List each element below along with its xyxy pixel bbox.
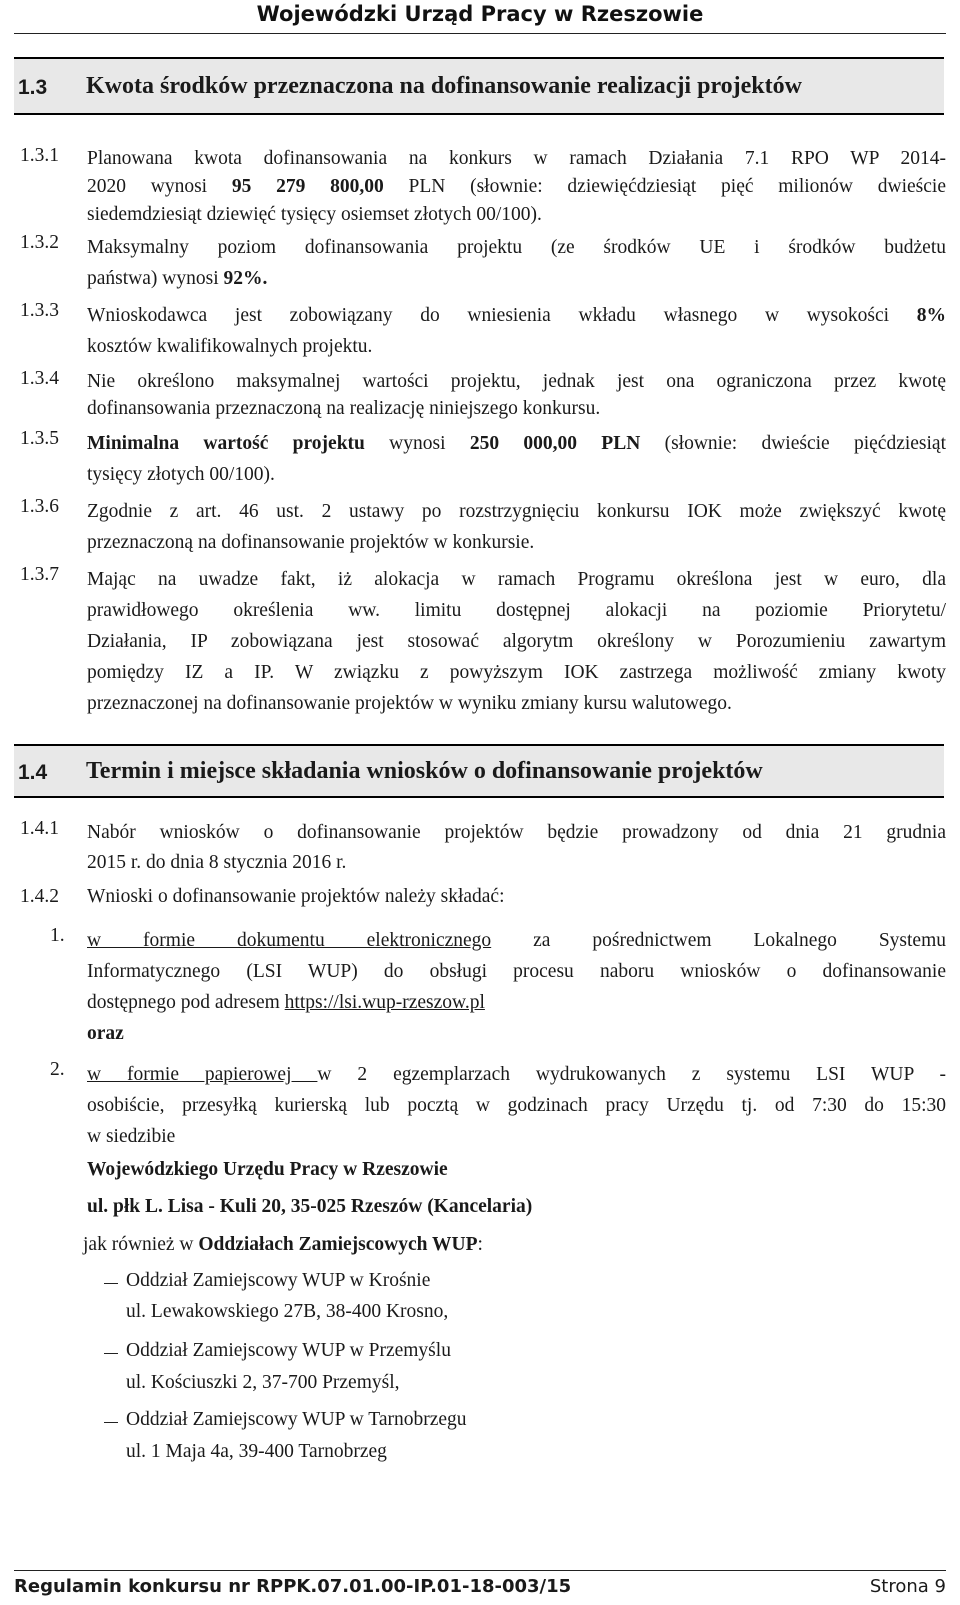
header-divider <box>14 33 946 34</box>
text-line: Nabór wniosków o dofinansowanie projektów będzie prowadzony od dnia 21 grudnia <box>87 822 946 843</box>
page-header: Wojewódzki Urząd Pracy w Rzeszowie <box>256 2 704 26</box>
paragraph-number: 1.3.3 <box>20 300 59 321</box>
text-line: tysięcy złotych 00/100). <box>87 464 275 485</box>
text-line: w siedzibie <box>87 1126 176 1147</box>
paragraph-number: 1.4.1 <box>20 818 59 839</box>
text-line: Maksymalny poziom dofinansowania projektu (ze środków UE i środków budżetu <box>87 237 946 258</box>
text-line: osobiście, przesyłką kurierską lub pocztą w godzinach pracy Urzędu tj. od 7:30 do 15:30 <box>87 1095 946 1116</box>
list-marker: 1. <box>50 925 65 946</box>
text-line: 2015 r. do dnia 8 stycznia 2016 r. <box>87 852 347 873</box>
branch-address: ul. Kościuszki 2, 37-700 Przemyśl, <box>126 1372 400 1393</box>
text-line: Wnioskodawca jest zobowiązany do wniesienia wkładu własnego w wysokości 8% <box>87 305 946 326</box>
paragraph-number: 1.3.4 <box>20 368 59 389</box>
page-number: Strona 9 <box>869 1576 946 1597</box>
branch-address: ul. Lewakowskiego 27B, 38-400 Krosno, <box>126 1301 449 1322</box>
text-line: prawidłowego określenia ww. limitu dostępnej alokacji na poziomie Priorytetu/ <box>87 600 946 621</box>
paragraph-number: 1.3.2 <box>20 232 59 253</box>
paragraph-number: 1.3.1 <box>20 145 59 166</box>
section-title: Termin i miejsce składania wniosków o dofinansowanie projektów <box>86 758 763 784</box>
section-number: 1.3 <box>18 76 48 99</box>
section-number: 1.4 <box>18 761 48 784</box>
paragraph-number: 1.3.5 <box>20 428 59 449</box>
lsi-link[interactable]: https://lsi.wup-rzeszow.pl <box>284 992 485 1013</box>
text-line: Nie określono maksymalnej wartości projektu, jednak jest ona ograniczona przez kwotę <box>87 371 946 392</box>
branch-name: Oddział Zamiejscowy WUP w Tarnobrzegu <box>126 1409 467 1430</box>
dash-bullet-icon <box>104 1283 118 1284</box>
branches-intro: jak również w Oddziałach Zamiejscowych WUP: <box>83 1234 483 1255</box>
office-name: Wojewódzkiego Urzędu Pracy w Rzeszowie <box>87 1159 448 1180</box>
text-line: Działania, IP zobowiązana jest stosować algorytm określony w Porozumieniu zawartym <box>87 631 946 652</box>
text-line: dostępnego pod adresem https://lsi.wup-rzeszow.pl <box>87 992 485 1013</box>
text-line: Informatycznego (LSI WUP) do obsługi procesu naboru wniosków o dofinansowanie <box>87 961 946 982</box>
branch-address: ul. 1 Maja 4a, 39-400 Tarnobrzeg <box>126 1441 387 1462</box>
paragraph-number: 1.3.6 <box>20 496 59 517</box>
section-title: Kwota środków przeznaczona na dofinansowanie realizacji projektów <box>86 73 802 99</box>
text-line: Minimalna wartość projektu wynosi 250 000,00 PLN (słownie: dwieście pięćdziesiąt <box>87 433 947 454</box>
text-line: Planowana kwota dofinansowania na konkurs w ramach Działania 7.1 RPO WP 2014- <box>87 148 946 169</box>
text-line: przeznaczoną na dofinansowanie projektów w konkursie. <box>87 532 535 553</box>
text-line: Wnioski o dofinansowanie projektów należy składać: <box>87 886 505 907</box>
list-marker: 2. <box>50 1059 65 1080</box>
text-line: Mając na uwadze fakt, iż alokacja w ramach Programu określona jest w euro, dla <box>87 569 946 590</box>
text-line: Zgodnie z art. 46 ust. 2 ustawy po rozstrzygnięciu konkursu IOK może zwiększyć kwotę <box>87 501 946 522</box>
paragraph-number: 1.3.7 <box>20 564 59 585</box>
conjunction-label: oraz <box>87 1023 124 1044</box>
paragraph-number: 1.4.2 <box>20 886 59 907</box>
footer-divider <box>14 1570 946 1571</box>
text-line: dofinansowania przeznaczoną na realizację niniejszego konkursu. <box>87 398 601 419</box>
text-line: kosztów kwalifikowalnych projektu. <box>87 336 373 357</box>
text-line: w formie dokumentu elektronicznego za pośrednictwem Lokalnego Systemu <box>87 930 946 951</box>
text-line: przeznaczonej na dofinansowanie projektów w wyniku zmiany kursu walutowego. <box>87 693 732 714</box>
section-heading-1-4 <box>14 744 944 798</box>
text-line: w formie papierowej w 2 egzemplarzach wydrukowanych z systemu LSI WUP - <box>87 1064 946 1085</box>
text-line: państwa) wynosi 92%. <box>87 268 268 289</box>
footer-regulation: Regulamin konkursu nr RPPK.07.01.00-IP.01-18-003/15 <box>14 1576 572 1597</box>
text-line: 2020 wynosi 95 279 800,00 PLN (słownie: dziewięćdziesiąt pięć milionów dwieście <box>87 176 946 197</box>
section-heading-1-3 <box>14 57 944 115</box>
branch-name: Oddział Zamiejscowy WUP w Przemyślu <box>126 1340 451 1361</box>
office-address: ul. płk L. Lisa - Kuli 20, 35-025 Rzeszów (Kancelaria) <box>87 1196 533 1217</box>
dash-bullet-icon <box>104 1353 118 1354</box>
branch-name: Oddział Zamiejscowy WUP w Krośnie <box>126 1270 431 1291</box>
text-line: siedemdziesiąt dziewięć tysięcy osiemset złotych 00/100). <box>87 204 542 225</box>
dash-bullet-icon <box>104 1422 118 1423</box>
text-line: pomiędzy IZ a IP. W związku z powyższym IOK zastrzega możliwość zmiany kwoty <box>87 662 946 683</box>
